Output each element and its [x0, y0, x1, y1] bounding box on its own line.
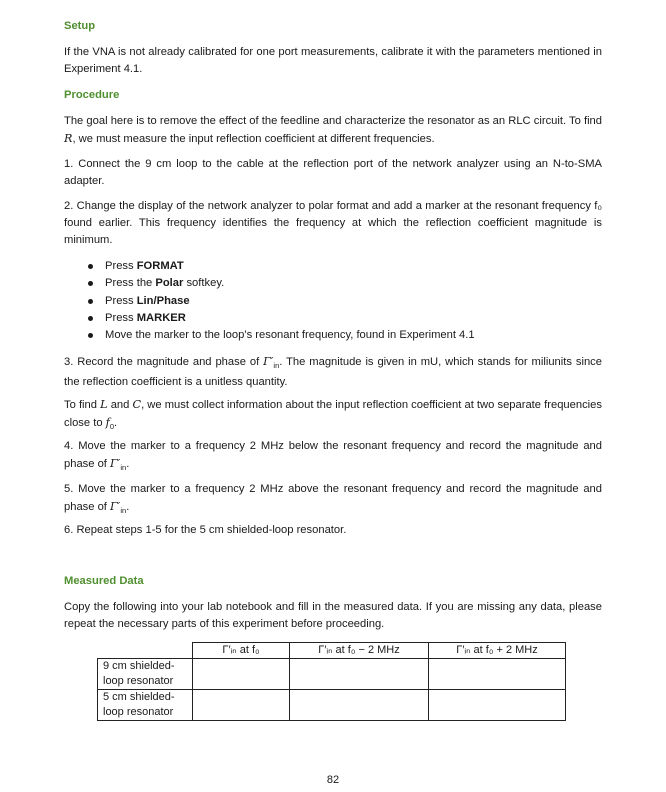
table-header-cell: Γ′ᵢₙ at f₀ + 2 MHz	[429, 643, 566, 659]
setup-heading: Setup	[64, 20, 96, 32]
procedure-step-6: 6. Repeat steps 1-5 for the 5 cm shielded-loop resonator.	[64, 524, 347, 536]
bullet-item: Press FORMAT	[88, 258, 475, 275]
row-label: 9 cm shielded-loop resonator	[98, 659, 193, 690]
table-header-cell: Γ′ᵢₙ at f₀ − 2 MHz	[290, 643, 429, 659]
procedure-intro: The goal here is to remove the effect of the feedline and characterize the resonator as an RLC circuit. To find R, we must measure the input reflection coefficient at different frequencies.	[64, 115, 602, 145]
procedure-step-4: 4. Move the marker to a frequency 2 MHz below the resonant frequency and record the magnitude and phase of $\Gamma'_{in}$.	[64, 440, 602, 473]
data-cell	[429, 659, 566, 690]
measured-data-heading: Measured Data	[64, 575, 144, 587]
procedure-step-3: 3. Record the magnitude and phase of $\Gamma'_{in}$. The magnitude is given in mU, which stands for miliunits since the reflection coefficient is a unitless quantity.	[64, 355, 602, 389]
bullet-item: Press Lin/Phase	[88, 293, 475, 310]
table-row	[98, 659, 566, 690]
bullet-item: Press MARKER	[88, 310, 475, 327]
row-label: 5 cm shielded-loop resonator	[98, 690, 193, 721]
table-header-row	[98, 643, 566, 659]
procedure-step-2: 2. Change the display of the network analyzer to polar format and add a marker at the resonant frequency f₀ found earlier. This frequency identifies the frequency at which the reflection coefficient magnitude is minimum.	[64, 200, 602, 246]
measured-data-table	[97, 642, 566, 721]
data-cell	[193, 690, 290, 721]
data-cell	[290, 659, 429, 690]
procedure-step-1: 1. Connect the 9 cm loop to the cable at the reflection port of the network analyzer using an N-to-SMA adapter.	[64, 158, 602, 187]
bullet-item: Move the marker to the loop’s resonant frequency, found in Experiment 4.1	[88, 327, 475, 344]
procedure-find-l-c: To find L and C, we must collect information about the input reflection coefficient at two separate frequencies close to $f_0$.	[64, 398, 602, 432]
instruction-bullet-list	[88, 258, 475, 344]
procedure-step-5: 5. Move the marker to a frequency 2 MHz above the resonant frequency and record the magnitude and phase of $\Gamma'_{in}$.	[64, 483, 602, 516]
page-number: 82	[326, 774, 340, 786]
data-cell	[290, 690, 429, 721]
table-header-cell: Γ′ᵢₙ at f₀	[193, 643, 290, 659]
data-cell	[193, 659, 290, 690]
table-corner-cell	[98, 643, 193, 659]
procedure-heading: Procedure	[64, 89, 120, 101]
data-cell	[429, 690, 566, 721]
setup-paragraph: If the VNA is not already calibrated for one port measurements, calibrate it with the parameters mentioned in Experiment 4.1.	[64, 46, 602, 75]
measured-data-paragraph: Copy the following into your lab notebook and fill in the measured data. If you are missing any data, please repeat the necessary parts of this experiment before proceeding.	[64, 601, 602, 630]
table-row	[98, 690, 566, 721]
bullet-item: Press the Polar softkey.	[88, 275, 475, 292]
